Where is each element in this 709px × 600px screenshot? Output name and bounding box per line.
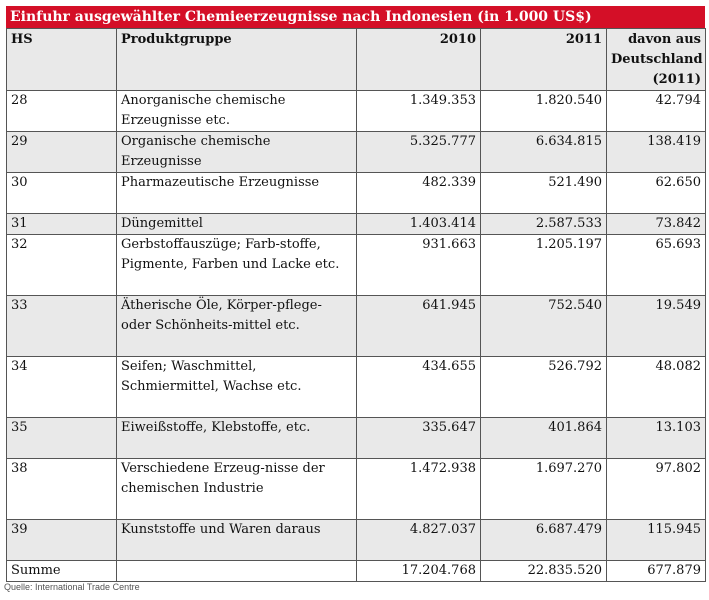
cell-hs: 33 <box>7 296 117 357</box>
cell-hs: 29 <box>7 132 117 173</box>
cell-germany: 138.419 <box>607 132 706 173</box>
cell-2010: 641.945 <box>357 296 481 357</box>
total-empty <box>117 561 357 582</box>
header-row <box>7 29 706 91</box>
cell-product: Kunststoffe und Waren daraus <box>117 520 357 561</box>
cell-hs: 38 <box>7 459 117 520</box>
cell-hs: 30 <box>7 173 117 214</box>
cell-2010: 482.339 <box>357 173 481 214</box>
cell-germany: 13.103 <box>607 418 706 459</box>
cell-hs: 31 <box>7 214 117 235</box>
table-row <box>7 91 706 132</box>
cell-product: Verschiedene Erzeug-nisse der chemischen Industrie <box>117 459 357 520</box>
cell-2010: 335.647 <box>357 418 481 459</box>
header-2010: 2010 <box>357 29 481 91</box>
table-row <box>7 132 706 173</box>
cell-2010: 5.325.777 <box>357 132 481 173</box>
cell-product: Gerbstoffauszüge; Farb-stoffe, Pigmente, Farben und Lacke etc. <box>117 235 357 296</box>
cell-germany: 97.802 <box>607 459 706 520</box>
total-germany: 677.879 <box>607 561 706 582</box>
cell-2011: 1.697.270 <box>481 459 607 520</box>
total-row <box>7 561 706 582</box>
table-row <box>7 296 706 357</box>
cell-germany: 115.945 <box>607 520 706 561</box>
cell-product: Ätherische Öle, Körper-pflege- oder Schönheits-mittel etc. <box>117 296 357 357</box>
header-germany: davon aus Deutschland (2011) <box>607 29 706 91</box>
table-row <box>7 235 706 296</box>
table-row <box>7 173 706 214</box>
cell-2011: 6.687.479 <box>481 520 607 561</box>
cell-2010: 1.472.938 <box>357 459 481 520</box>
total-2010: 17.204.768 <box>357 561 481 582</box>
header-2011: 2011 <box>481 29 607 91</box>
cell-2010: 1.349.353 <box>357 91 481 132</box>
cell-germany: 19.549 <box>607 296 706 357</box>
cell-product: Düngemittel <box>117 214 357 235</box>
cell-2011: 526.792 <box>481 357 607 418</box>
cell-product: Seifen; Waschmittel, Schmiermittel, Wachse etc. <box>117 357 357 418</box>
total-label: Summe <box>7 561 117 582</box>
cell-germany: 62.650 <box>607 173 706 214</box>
table-body <box>7 91 706 582</box>
table-row <box>7 520 706 561</box>
cell-germany: 48.082 <box>607 357 706 418</box>
cell-2011: 1.820.540 <box>481 91 607 132</box>
table-row <box>7 459 706 520</box>
cell-product: Pharmazeutische Erzeugnisse <box>117 173 357 214</box>
cell-hs: 28 <box>7 91 117 132</box>
cell-2010: 931.663 <box>357 235 481 296</box>
cell-hs: 34 <box>7 357 117 418</box>
total-2011: 22.835.520 <box>481 561 607 582</box>
header-hs: HS <box>7 29 117 91</box>
table-container <box>6 6 705 582</box>
cell-product: Eiweißstoffe, Klebstoffe, etc. <box>117 418 357 459</box>
cell-2011: 401.864 <box>481 418 607 459</box>
cell-product: Anorganische chemische Erzeugnisse etc. <box>117 91 357 132</box>
cell-2011: 521.490 <box>481 173 607 214</box>
cell-product: Organische chemische Erzeugnisse <box>117 132 357 173</box>
cell-2011: 6.634.815 <box>481 132 607 173</box>
cell-hs: 32 <box>7 235 117 296</box>
cell-germany: 73.842 <box>607 214 706 235</box>
cell-hs: 35 <box>7 418 117 459</box>
table-row <box>7 357 706 418</box>
cell-hs: 39 <box>7 520 117 561</box>
cell-2011: 1.205.197 <box>481 235 607 296</box>
cell-2010: 4.827.037 <box>357 520 481 561</box>
table-title: Einfuhr ausgewählter Chemieerzeugnisse nach Indonesien (in 1.000 US$) <box>6 6 705 28</box>
header-product: Produktgruppe <box>117 29 357 91</box>
cell-2010: 1.403.414 <box>357 214 481 235</box>
cell-2010: 434.655 <box>357 357 481 418</box>
cell-2011: 2.587.533 <box>481 214 607 235</box>
source-note: Quelle: International Trade Centre <box>4 582 140 592</box>
import-table <box>6 28 706 582</box>
table-row <box>7 214 706 235</box>
cell-2011: 752.540 <box>481 296 607 357</box>
table-row <box>7 418 706 459</box>
cell-germany: 42.794 <box>607 91 706 132</box>
cell-germany: 65.693 <box>607 235 706 296</box>
